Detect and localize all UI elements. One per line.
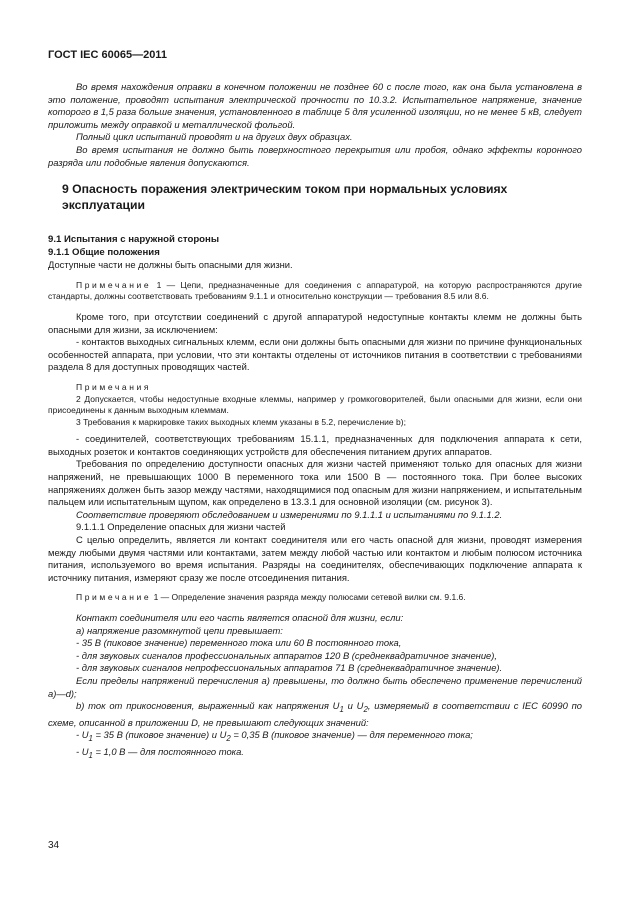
item-a: а) напряжение разомкнутой цепи превышает: [76,624,283,636]
paragraph-voltage-limits: Требования по определению доступности опасных для жизни частей применяют только для опасных для жизни напряжений, не превышающих 1000 В переменного тока или 1500 В — постоянного тока. При более высоких напряжениях должен быть зазор между частями, находящимися под опасным для жизни напряжением, и испытательным пальцем или испытательным щупом, как определено в 13.3.1 для основной изоляции (см. рисунок 3). [48,458,582,508]
paragraph-compliance: Соответствие проверяют обследованием и измерениями по 9.1.1.1 и испытаниями по 9.1.1.2. [76,508,503,520]
note-1-text: 1 — Цепи, предназначенные для соединения с аппаратурой, на которую распространяются другие стандарты, должны соответствовать требованиям 9.1.1 и относительно конструкции — требования 8.5 или 8.6. [48,279,582,302]
document-header: ГОСТ IEC 60065—2011 [48,49,167,61]
paragraph-limits-exceeded: Если пределы напряжений перечисления а) превышены, то должно быть обеспечено применение перечислений а)—d); [48,674,582,699]
clause-9-1-1-1-heading: 9.1.1.1 Определение опасных для жизни частей [76,521,286,533]
note-2: 2 Допускается, чтобы недоступные входные клеммы, например у громкоговорителей, были опасными для жизни, если они присоединены к данным выходным клеммам. [48,393,582,416]
page-number: 34 [48,840,60,851]
note-3: 3 Требования к маркировке таких выходных клемм указаны в 5.2, перечисление b); [76,416,406,427]
paragraph-test-mandrel: Во время нахождения оправки в конечном положении не позднее 60 с после того, как она была установлена в это положение, проводят испытания электрической прочности по 10.3.2. Испытательное напряжение, значение которого в 1,5 раза больше значения, установленного в таблице 5 для усиленной изоляции, но не менее 5 кВ, следует приложить между оправкой и металлической фольгой. [48,81,582,130]
subsection-9-1-1-heading: 9.1.1 Общие положения [48,247,160,259]
subsection-9-1-heading: 9.1 Испытания с наружной стороны [48,234,220,246]
paragraph-inaccessible-contacts: Кроме того, при отсутствии соединений с другой аппаратурой недоступные контакты клемм не должны быть опасными для жизни, за исключением: [48,310,582,335]
note-1 [48,280,582,303]
paragraph-output-terminals: - контактов выходных сигнальных клемм, если они должны быть опасными для жизни по причине функциональных особенностей аппарата, при условии, что эти контакты отделены от источников питания в соответствии с требованиями раздела 8 для доступных проводящих частей. [48,336,582,373]
paragraph-measurement: С целью определить, является ли контакт соединителя или его часть опасной для жизни, проводят измерения между любыми двумя частями или контактами, затем между любой частью или контактом и любым полюсом источника питания, используемого во время испытания. Разряды на соединителях, обеспечивающих подключение аппарата к источнику питания, измеряют сразу же после отсоединения питания. [48,534,582,583]
item-a-1: - 35 В (пиковое значение) переменного тока или 60 В постоянного тока, [76,637,402,649]
paragraph-no-breakdown: Во время испытания не должно быть поверхностного перекрытия или пробоя, однако эффекты коронного разряда или подобные явления допускаются. [48,143,582,168]
section-9-heading: 9 Опасность поражения электрическим током при нормальных условиях эксплуатации [62,182,508,213]
item-b-2: - $U_1 = 1,0$ В — для постоянного тока. [76,745,244,760]
note-4-text: 1 — Определение значения разряда между полюсами сетевой вилки см. 9.1.6. [153,592,466,603]
paragraph-hazardous-if: Контакт соединителя или его часть является опасной для жизни, если: [76,612,404,623]
paragraph-accessible-parts: Доступные части не должны быть опасными для жизни. [48,259,293,271]
item-b-1: - $U_1 = 35$ В (пиковое значение) и $U_2 = 0,35$ В (пиковое значение) — для переменного тока; [76,729,473,744]
item-a-2: - для звуковых сигналов профессиональных аппаратов 120 В (среднеквадратичное значение), [76,649,497,661]
note-label: Примечание [76,279,152,290]
note-label: Примечание [76,592,152,603]
item-a-3: - для звуковых сигналов непрофессиональных аппаратов 71 В (среднеквадратичное значение). [76,662,503,674]
note-4 [48,592,582,604]
paragraph-test-cycle: Полный цикл испытаний проводят и на других двух образцах. [76,131,353,143]
paragraph-connectors: - соединителей, соответствующих требованиям 15.1.1, предназначенных для подключения аппарата к сети, выходных розеток и контактов соединяющих устройств для обеспечения питанием других аппаратов. [48,433,582,457]
item-b: b) ток от прикосновения, выраженный как напряжения $U_1$ и $U_2$, измеряемый в соответствии с IEC 60990 по схеме, описанной в приложении D, не превышают следующих значений: [48,700,582,728]
notes-label: Примечания [76,381,152,392]
